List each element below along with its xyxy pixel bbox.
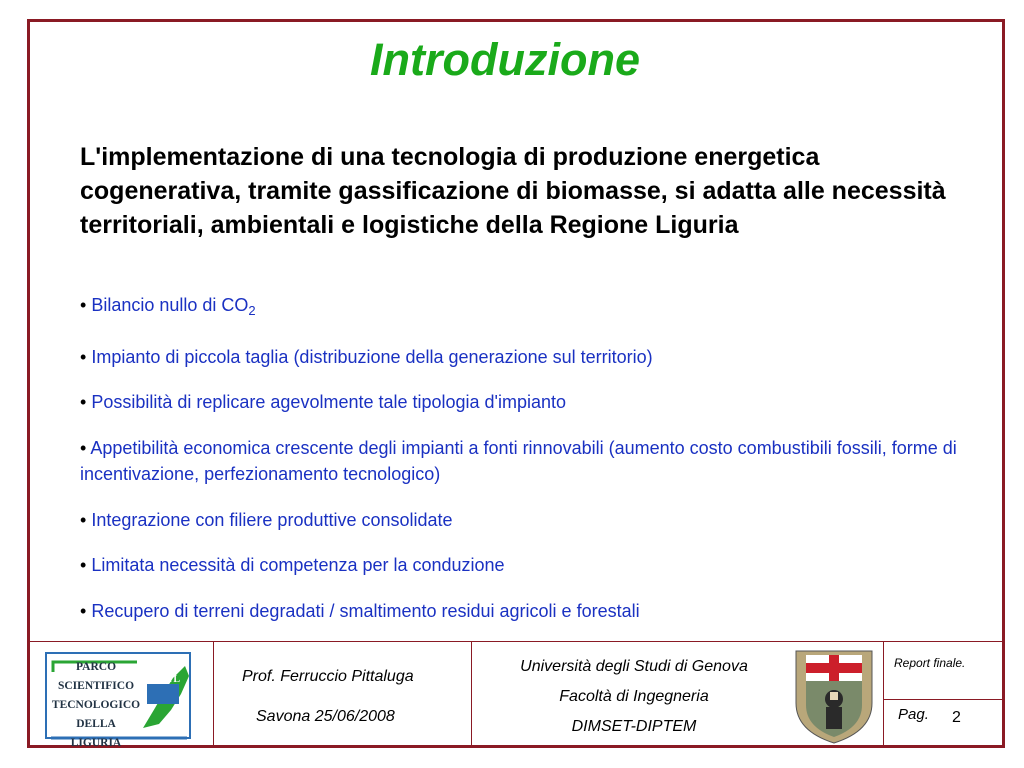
intro-paragraph: L'implementazione di una tecnologia di produzione energetica cogenerativa, tramite gassificazione di biomasse, si adatta alle necessità territoriali, ambientali e logistiche della Regione Liguria — [80, 143, 946, 239]
bullet-replicability: • Possibilità di replicare agevolmente tale tipologia d'impianto — [80, 392, 567, 412]
footer-bar — [30, 641, 1002, 749]
report-label: Report finale. — [894, 656, 966, 670]
slide-title: Introduzione — [370, 34, 640, 85]
page-number: 2 — [952, 709, 961, 726]
bullet-mark: • — [80, 295, 87, 315]
author-name: Prof. Ferruccio Pittaluga — [242, 668, 414, 685]
university-name: Università degli Studi di Genova — [520, 658, 748, 675]
bullet-land-recovery: • Recupero di terreni degradati / smaltimento residui agricoli e forestali — [80, 600, 640, 621]
pstl-logo — [45, 652, 191, 749]
pstl-logo-text: PARCO SCIENTIFICO TECNOLOGICO DELLA LIGURIA — [51, 661, 141, 749]
bullet-co2: • Bilancio nullo di $CO_2$ — [80, 295, 256, 318]
bullet-mark: • — [80, 392, 87, 412]
footer-divider — [883, 642, 884, 747]
genova-crest-icon — [792, 647, 876, 745]
bullet-integration: • Integrazione con filiere produttive consolidate — [80, 509, 453, 530]
page-label: Pag. — [898, 706, 929, 723]
bullet-mark: • — [80, 437, 87, 458]
bullet-competence: • Limitata necessità di competenza per la conduzione — [80, 555, 505, 575]
bullet-small-plant: • Impianto di piccola taglia (distribuzione della generazione sul territorio) — [80, 346, 653, 367]
bullet-mark: • — [80, 600, 87, 621]
bullet-mark: • — [80, 555, 87, 575]
pstl-badge: PSTL — [155, 674, 181, 685]
department-name: DIMSET-DIPTEM — [571, 718, 697, 735]
footer-divider — [883, 699, 1002, 700]
place-date: Savona 25/06/2008 — [256, 708, 395, 725]
bullet-list — [80, 292, 960, 643]
bullet-mark: • — [80, 346, 87, 367]
bullet-mark: • — [80, 509, 87, 530]
faculty-name: Facoltà di Ingegneria — [559, 688, 709, 705]
footer-divider — [213, 642, 214, 747]
bullet-economic: • Appetibilità economica crescente degli impianti a fonti rinnovabili (aumento costo combustibili fossili, forme di incentivazione, perfezionamento tecnologico) — [80, 437, 957, 484]
